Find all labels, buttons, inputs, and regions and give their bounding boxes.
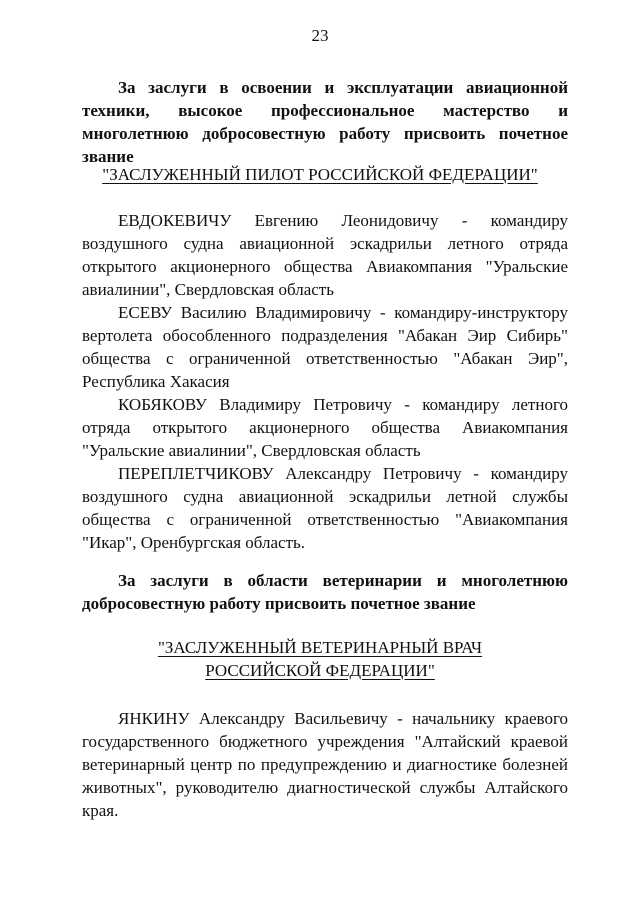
section1-intro: За заслуги в освоении и эксплуатации авиационной техники, высокое профессиональное мастерство и многолетнюю добросовестную работу присвоить почетное звание [82,78,568,166]
page-number: 23 [311,26,329,45]
section2-title [0,636,640,682]
section2-intro: За заслуги в области ветеринарии и многолетнюю добросовестную работу присвоить почетное звание [82,571,568,613]
section1-title: "ЗАСЛУЖЕННЫЙ ПИЛОТ РОССИЙСКОЙ ФЕДЕРАЦИИ" [102,165,538,184]
section2-entries [82,707,568,822]
section1-entries [82,209,568,554]
award-entry: ЯНКИНУ Александру Васильевичу - начальнику краевого государственного бюджетного учреждения "Алтайский краевой ветеринарный центр по предупреждению и диагностике болезней животных", руководителю диагностической службы Алтайского края. [82,709,568,820]
award-entry: ЕВДОКЕВИЧУ Евгению Леонидовичу - командиру воздушного судна авиационной эскадрильи летного отряда открытого акционерного общества Авиакомпания "Уральские авиалинии", Свердловская область [82,211,568,299]
award-entry: КОБЯКОВУ Владимиру Петровичу - командиру летного отряда открытого акционерного общества Авиакомпания "Уральские авиалинии", Свердловская область [82,395,568,460]
section2-title-line1: "ЗАСЛУЖЕННЫЙ ВЕТЕРИНАРНЫЙ ВРАЧ [157,638,483,657]
award-entry: ПЕРЕПЛЕТЧИКОВУ Александру Петровичу - командиру воздушного судна авиационной эскадрильи летной службы общества с ограниченной ответственностью "Авиакомпания "Икар", Оренбургская область. [82,464,568,552]
section2-title-line2: РОССИЙСКОЙ ФЕДЕРАЦИИ" [205,661,435,680]
award-entry: ЕСЕВУ Василию Владимировичу - командиру-инструктору вертолета обособленного подразделения "Абакан Эир Сибирь" общества с ограниченной ответственностью "Абакан Эир", Республика Хакасия [82,303,568,391]
